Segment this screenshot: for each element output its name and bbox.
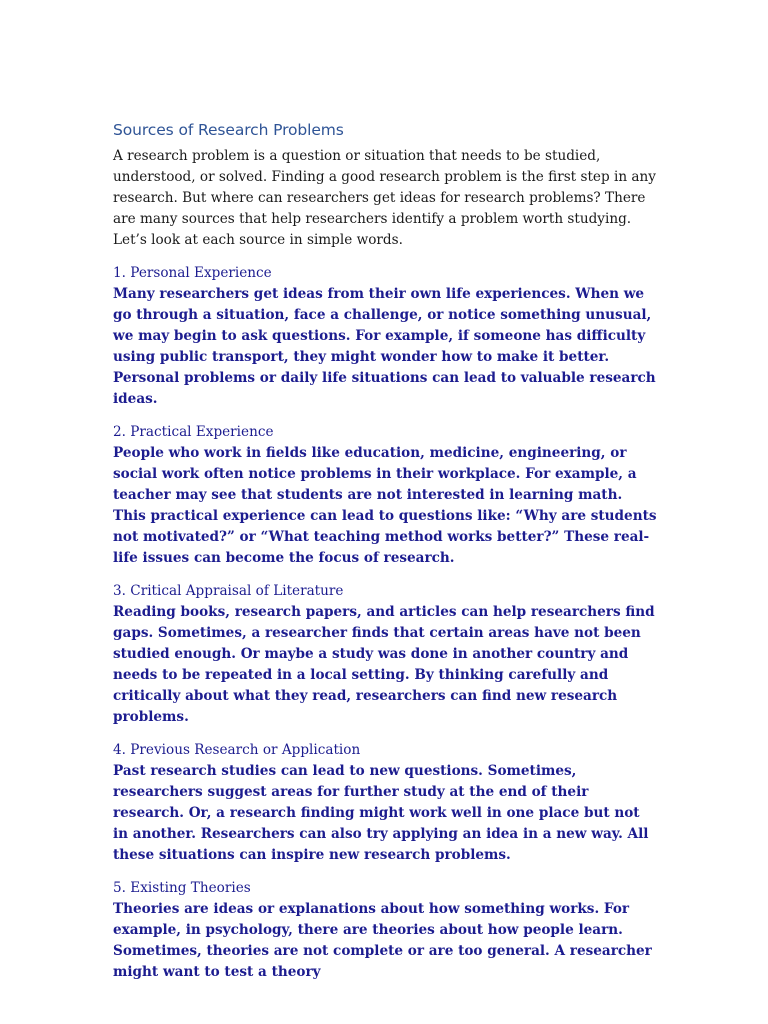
section-personal-experience	[113, 263, 658, 410]
section-body: People who work in fields like education, medicine, engineering, or social work often notice problems in their workplace. For example, a teacher may see that students are not interested in learning math. This practical experience can lead to questions like: “Why are students not motivated?” or “What teaching method works better?” These real-life issues can become the focus of research.	[113, 445, 657, 566]
section-practical-experience	[113, 422, 658, 569]
section-critical-appraisal	[113, 581, 658, 728]
section-existing-theories	[113, 878, 658, 983]
document-page	[113, 120, 658, 995]
section-body: Theories are ideas or explanations about how something works. For example, in psychology, there are theories about how people learn. Sometimes, theories are not complete or are too general. A researcher might want to test a theory	[113, 901, 652, 980]
section-heading: 2. Practical Experience	[113, 424, 274, 440]
section-body: Many researchers get ideas from their own life experiences. When we go through a situation, face a challenge, or notice something unusual, we may begin to ask questions. For example, if someone has difficulty using public transport, they might wonder how to make it better. Personal problems or daily life situations can lead to valuable research ideas.	[113, 286, 656, 407]
section-heading: 5. Existing Theories	[113, 880, 251, 896]
section-heading: 4. Previous Research or Application	[113, 742, 361, 758]
section-body: Past research studies can lead to new questions. Sometimes, researchers suggest areas for further study at the end of their research. Or, a research finding might work well in one place but not in another. Researchers can also try applying an idea in a new way. All these situations can inspire new research problems.	[113, 763, 649, 863]
document-title: Sources of Research Problems	[113, 121, 344, 139]
section-heading: 3. Critical Appraisal of Literature	[113, 583, 344, 599]
section-heading: 1. Personal Experience	[113, 265, 272, 281]
section-body: Reading books, research papers, and articles can help researchers find gaps. Sometimes, a researcher finds that certain areas have not been studied enough. Or maybe a study was done in another country and needs to be repeated in a local setting. By thinking carefully and critically about what they read, researchers can find new research problems.	[113, 604, 655, 725]
section-previous-research	[113, 740, 658, 866]
intro-paragraph: A research problem is a question or situation that needs to be studied, understood, or solved. Finding a good research problem is the first step in any research. But where can researchers get ideas for research problems? There are many sources that help researchers identify a problem worth studying. Let’s look at each source in simple words.	[113, 148, 656, 248]
